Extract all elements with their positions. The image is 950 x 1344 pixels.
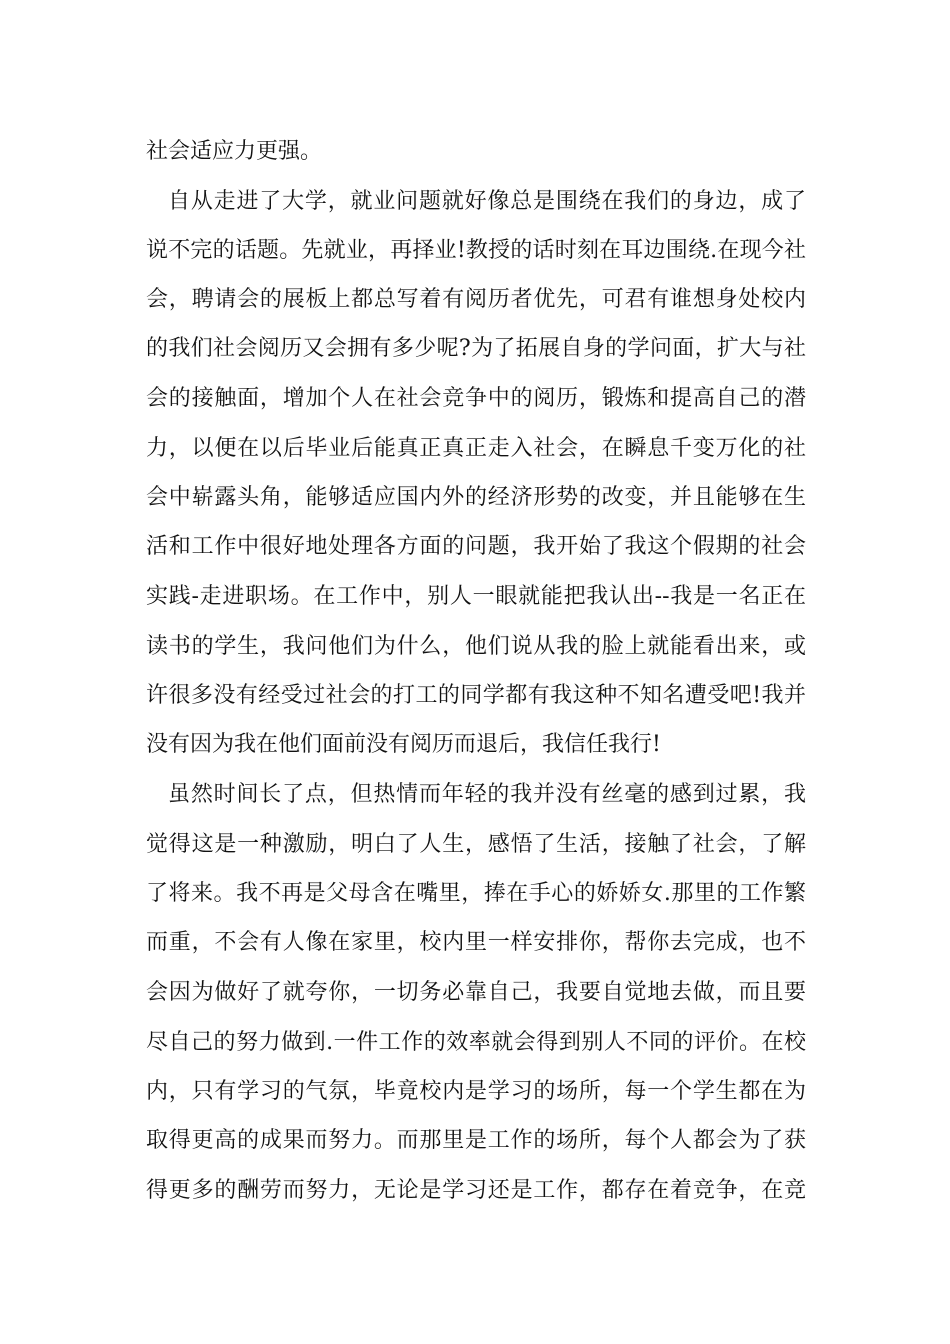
text-line-12: 许很多没有经受过社会的打工的同学都有我这种不知名遭受吧!我并 (146, 683, 806, 708)
text-line-11: 读书的学生，我问他们为什么，他们说从我的脸上就能看出来，或 (146, 634, 806, 659)
text-line-2: 自从走进了大学，就业问题就好像总是围绕在我们的身边，成了 (168, 189, 806, 214)
text-line-6: 会的接触面，增加个人在社会竞争中的阅历，锻炼和提高自己的潜 (146, 386, 806, 411)
text-line-4: 会，聘请会的展板上都总写着有阅历者优先，可君有谁想身处校内 (146, 287, 806, 312)
text-line-21: 取得更高的成果而努力。而那里是工作的场所，每个人都会为了获 (146, 1128, 806, 1153)
text-line-1: 社会适应力更强。 (146, 139, 323, 164)
text-line-17: 而重，不会有人像在家里，校内里一样安排你，帮你去完成，也不 (146, 930, 806, 955)
text-line-13: 没有因为我在他们面前没有阅历而退后，我信任我行! (146, 732, 661, 757)
text-line-3: 说不完的话题。先就业，再择业!教授的话时刻在耳边围绕.在现今社 (146, 238, 806, 263)
text-line-5: 的我们社会阅历又会拥有多少呢?为了拓展自身的学问面，扩大与社 (146, 336, 806, 361)
text-line-9: 活和工作中很好地处理各方面的问题，我开始了我这个假期的社会 (146, 534, 806, 559)
text-line-19: 尽自己的努力做到.一件工作的效率就会得到别人不同的评价。在校 (146, 1030, 806, 1055)
text-line-20: 内，只有学习的气氛，毕竟校内是学习的场所，每一个学生都在为 (146, 1079, 806, 1104)
text-line-15: 觉得这是一种激励，明白了人生，感悟了生活，接触了社会，了解 (146, 832, 806, 857)
text-line-18: 会因为做好了就夸你，一切务必靠自己，我要自觉地去做，而且要 (146, 980, 806, 1005)
text-line-10: 实践-走进职场。在工作中，别人一眼就能把我认出--我是一名正在 (146, 584, 806, 609)
text-line-16: 了将来。我不再是父母含在嘴里，捧在手心的娇娇女.那里的工作繁 (146, 881, 806, 906)
text-line-7: 力，以便在以后毕业后能真正真正走入社会，在瞬息千变万化的社 (146, 436, 806, 461)
text-line-14: 虽然时间长了点，但热情而年轻的我并没有丝毫的感到过累，我 (168, 782, 806, 807)
text-line-8: 会中崭露头角，能够适应国内外的经济形势的改变，并且能够在生 (146, 485, 806, 510)
text-line-22: 得更多的酬劳而努力，无论是学习还是工作，都存在着竞争，在竞 (146, 1178, 806, 1203)
